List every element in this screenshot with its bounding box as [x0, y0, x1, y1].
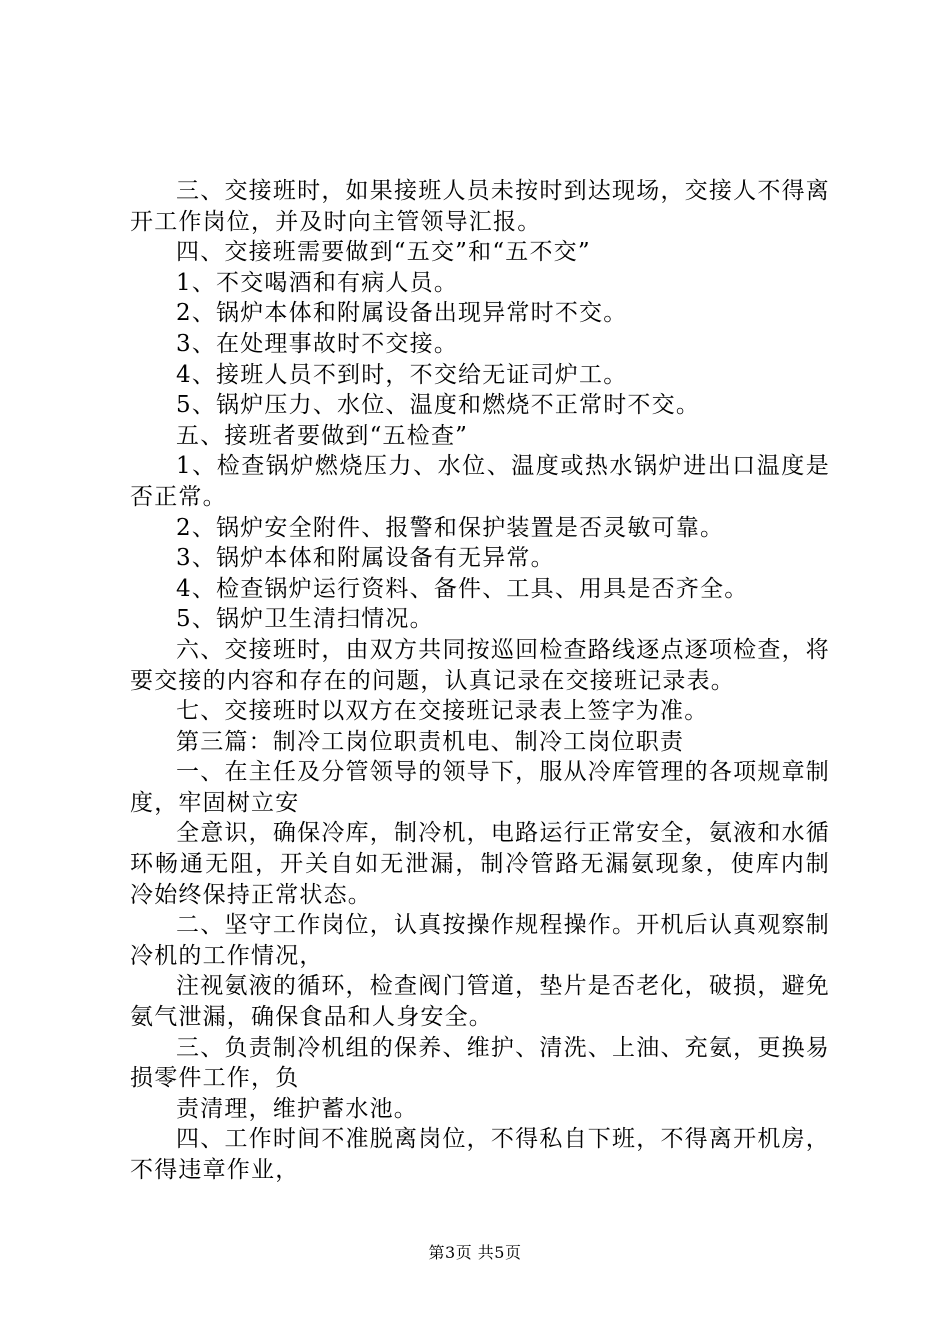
- paragraph: 3、在处理事故时不交接。: [176, 330, 459, 357]
- paragraph: 全意识，确保冷库，制冷机，电路运行正常安全，氨液和水循环畅通无阻，开关自如无泄漏，制冷管路无漏氨现象，使库内制冷始终保持正常状态。: [130, 820, 830, 908]
- paragraph: 5、锅炉压力、水位、温度和燃烧不正常时不交。: [176, 392, 701, 419]
- paragraph: 五、接班者要做到“五检查”: [176, 422, 469, 449]
- paragraph: 一、在主任及分管领导的领导下，服从冷库管理的各项规章制度，牢固树立安: [130, 759, 830, 816]
- paragraph: 3、锅炉本体和附属设备有无异常。: [176, 545, 555, 572]
- paragraph: 2、锅炉本体和附属设备出现异常时不交。: [176, 300, 628, 327]
- paragraph: 责清理，维护蓄水池。: [176, 1095, 418, 1122]
- paragraph: 4、接班人员不到时，不交给无证司炉工。: [176, 361, 628, 388]
- paragraph: 四、工作时间不准脱离岗位，不得私自下班，不得离开机房，不得违章作业，: [130, 1126, 830, 1183]
- paragraph: 注视氨液的循环，检查阀门管道，垫片是否老化，破损，避免氨气泄漏，确保食品和人身安全。: [130, 973, 830, 1031]
- paragraph: 1、不交喝酒和有病人员。: [176, 269, 459, 296]
- page-footer: [0, 1243, 950, 1263]
- paragraph: 三、交接班时，如果接班人员未按时到达现场，交接人不得离开工作岗位，并及时向主管领导汇报。: [130, 178, 830, 235]
- paragraph: 二、坚守工作岗位，认真按操作规程操作。开机后认真观察制冷机的工作情况，: [130, 912, 830, 969]
- paragraph: 1、检查锅炉燃烧压力、水位、温度或热水锅炉进出口温度是否正常。: [130, 453, 830, 510]
- paragraph: 5、锅炉卫生清扫情况。: [176, 606, 434, 633]
- paragraph: 三、负责制冷机组的保养、维护、清洗、上油、充氨，更换易损零件工作，负: [130, 1034, 830, 1092]
- document-body: [130, 176, 830, 1186]
- section-heading: 第三篇：制冷工岗位职责机电、制冷工岗位职责: [176, 728, 685, 755]
- paragraph: 2、锅炉安全附件、报警和保护装置是否灵敏可靠。: [176, 514, 725, 541]
- paragraph: 六、交接班时，由双方共同按巡回检查路线逐点逐项检查，将要交接的内容和存在的问题，认真记录在交接班记录表。: [130, 636, 830, 694]
- paragraph: 七、交接班时以双方在交接班记录表上签字为准。: [176, 698, 709, 725]
- paragraph: 4、检查锅炉运行资料、备件、工具、用具是否齐全。: [176, 575, 749, 602]
- paragraph: 四、交接班需要做到“五交”和“五不交”: [176, 239, 591, 266]
- page-number: 第3页 共5页: [428, 1243, 522, 1262]
